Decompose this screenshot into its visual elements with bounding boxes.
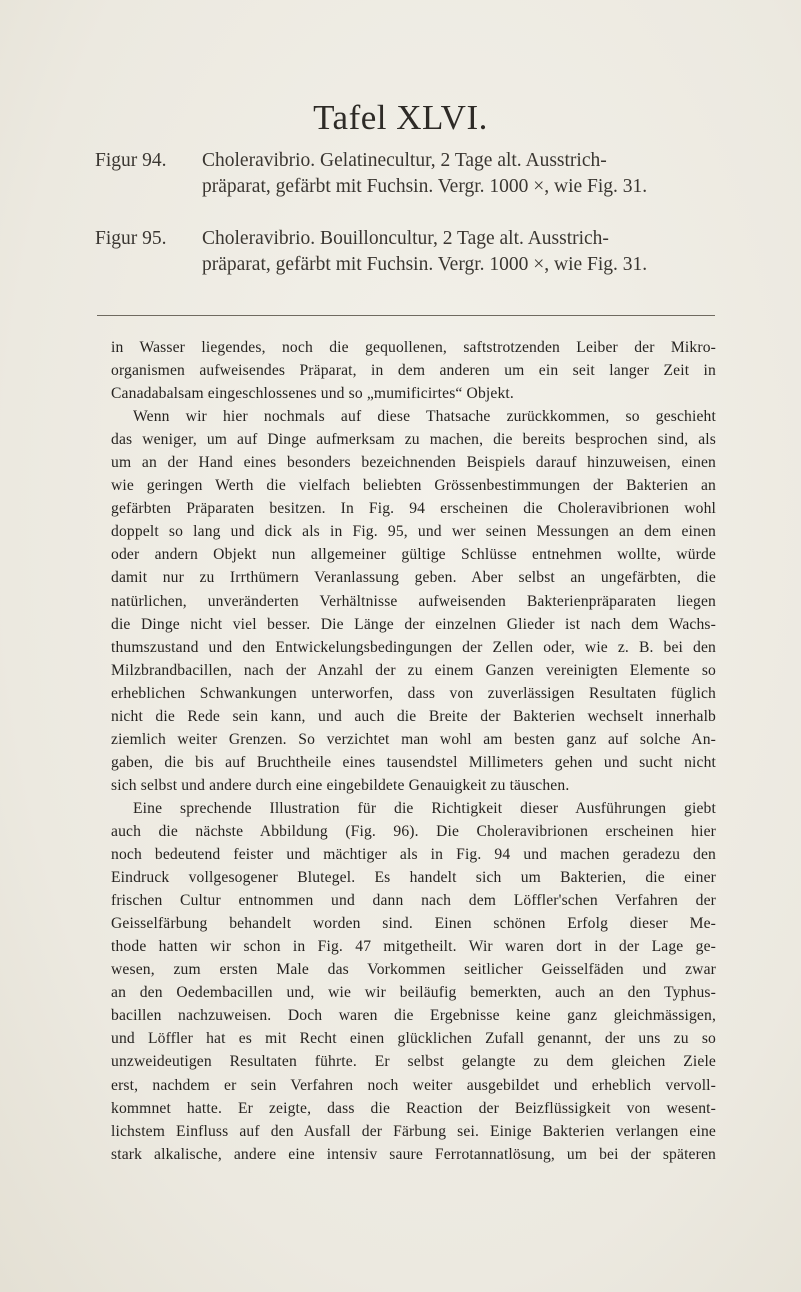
- body-line: das weniger, um auf Dinge aufmerksam zu machen, die bereits besprochen sind, als: [111, 431, 716, 449]
- body-line: Canadabalsam eingeschlossenes und so „mumificirtes“ Objekt.: [111, 385, 514, 403]
- body-line: frischen Cultur entnommen und dann nach dem Löffler'schen Verfahren der: [111, 892, 716, 910]
- body-line: Wenn wir hier nochmals auf diese Thatsache zurückkommen, so geschieht: [133, 408, 716, 426]
- figure-caption-line: Choleravibrio. Gelatinecultur, 2 Tage alt. Ausstrich-: [202, 150, 607, 171]
- body-line: auch die nächste Abbildung (Fig. 96). Die Choleravibrionen erscheinen hier: [111, 822, 716, 840]
- body-line: stark alkalische, andere eine intensiv saure Ferrotannatlösung, um bei der späteren: [111, 1145, 716, 1163]
- separator-rule: [97, 315, 715, 316]
- body-line: erst, nachdem er sein Verfahren noch weiter ausgebildet und erheblich vervoll-: [111, 1076, 716, 1094]
- figure-label: Figur 94.: [95, 150, 167, 171]
- body-line: natürlichen, unveränderten Verhältnisse aufweisenden Bakterienpräparaten liegen: [111, 592, 716, 610]
- body-line: noch bedeutend feister und mächtiger als in Fig. 94 und machen geradezu den: [111, 846, 716, 864]
- body-line: gefärbten Präparaten besitzen. In Fig. 94 erscheinen die Choleravibrionen wohl: [111, 500, 716, 518]
- plate-heading: Tafel XLVI.: [313, 98, 488, 137]
- body-line: Geisselfärbung behandelt worden sind. Einen schönen Erfolg dieser Me-: [111, 915, 716, 933]
- body-text: [111, 336, 716, 1166]
- body-line: damit nur zu Irrthümern Veranlassung geben. Aber selbst an ungefärbten, die: [111, 569, 716, 587]
- body-line: um an der Hand eines besonders bezeichnenden Beispiels darauf hinzuweisen, einen: [111, 454, 716, 472]
- body-line: in Wasser liegendes, noch die gequollenen, saftstrotzenden Leiber der Mikro-: [111, 339, 716, 356]
- body-line: oder andern Objekt nun allgemeiner gültige Schlüsse entnehmen wollte, würde: [111, 546, 716, 564]
- body-line: thumszustand und den Entwickelungsbedingungen der Zellen oder, wie z. B. bei den: [111, 638, 716, 656]
- body-line: Eine sprechende Illustration für die Richtigkeit dieser Ausführungen giebt: [133, 799, 716, 817]
- body-line: unzweideutigen Resultaten führte. Er selbst gelangte zu dem gleichen Ziele: [111, 1053, 716, 1071]
- body-line: an den Oedembacillen und, wie wir beiläufig bemerkten, auch an den Typhus-: [111, 984, 716, 1002]
- figure-caption-line: Choleravibrio. Bouilloncultur, 2 Tage alt. Ausstrich-: [202, 228, 609, 249]
- body-line: Milzbrandbacillen, nach der Anzahl der zu einem Ganzen vereinigten Elemente so: [111, 661, 716, 679]
- figure-caption-line: präparat, gefärbt mit Fuchsin. Vergr. 1000 ×, wie Fig. 31.: [202, 176, 648, 197]
- body-line: gaben, die bis auf Bruchtheile eines tausendstel Millimeters gehen und sucht nicht: [111, 753, 716, 771]
- body-line: wie geringen Werth die vielfach beliebten Grössenbestimmungen der Bakterien an: [111, 477, 716, 495]
- figure-label: Figur 95.: [95, 228, 167, 249]
- body-line: wesen, zum ersten Male das Vorkommen seitlicher Geisselfäden und zwar: [111, 961, 716, 979]
- body-line: sich selbst und andere durch eine eingebildete Genauigkeit zu täuschen.: [111, 776, 570, 794]
- body-line: Eindruck vollgesogener Blutegel. Es handelt sich um Bakterien, die einer: [111, 869, 716, 887]
- body-line: bacillen nachzuweisen. Doch waren die Ergebnisse keine ganz gleichmässigen,: [111, 1007, 716, 1025]
- body-line: organismen aufweisendes Präparat, in dem anderen um ein seit langer Zeit in: [111, 362, 716, 380]
- body-line: erheblichen Schwankungen unterworfen, dass von zuverlässigen Resultaten füglich: [111, 684, 716, 702]
- body-line: lichstem Einfluss auf den Ausfall der Färbung sei. Einige Bakterien verlangen eine: [111, 1122, 716, 1140]
- body-line: die Dinge nicht viel besser. Die Länge der einzelnen Glieder ist nach dem Wachs-: [111, 615, 716, 633]
- body-line: und Löffler hat es mit Recht einen glücklichen Zufall genannt, der uns zu so: [111, 1030, 716, 1048]
- body-line: thode hatten wir schon in Fig. 47 mitgetheilt. Wir waren dort in der Lage ge-: [111, 938, 716, 956]
- body-line: nicht die Rede sein kann, und auch die Breite der Bakterien wechselt innerhalb: [111, 707, 716, 725]
- body-line: doppelt so lang und dick als in Fig. 95, und wer seinen Messungen an dem einen: [111, 523, 716, 541]
- body-line: kommnet hatte. Er zeigte, dass die Reaction der Beizflüssigkeit von wesent-: [111, 1099, 716, 1117]
- body-line: ziemlich weiter Grenzen. So verzichtet man wohl am besten ganz auf solche An-: [111, 730, 716, 748]
- figure-caption-line: präparat, gefärbt mit Fuchsin. Vergr. 1000 ×, wie Fig. 31.: [202, 254, 648, 275]
